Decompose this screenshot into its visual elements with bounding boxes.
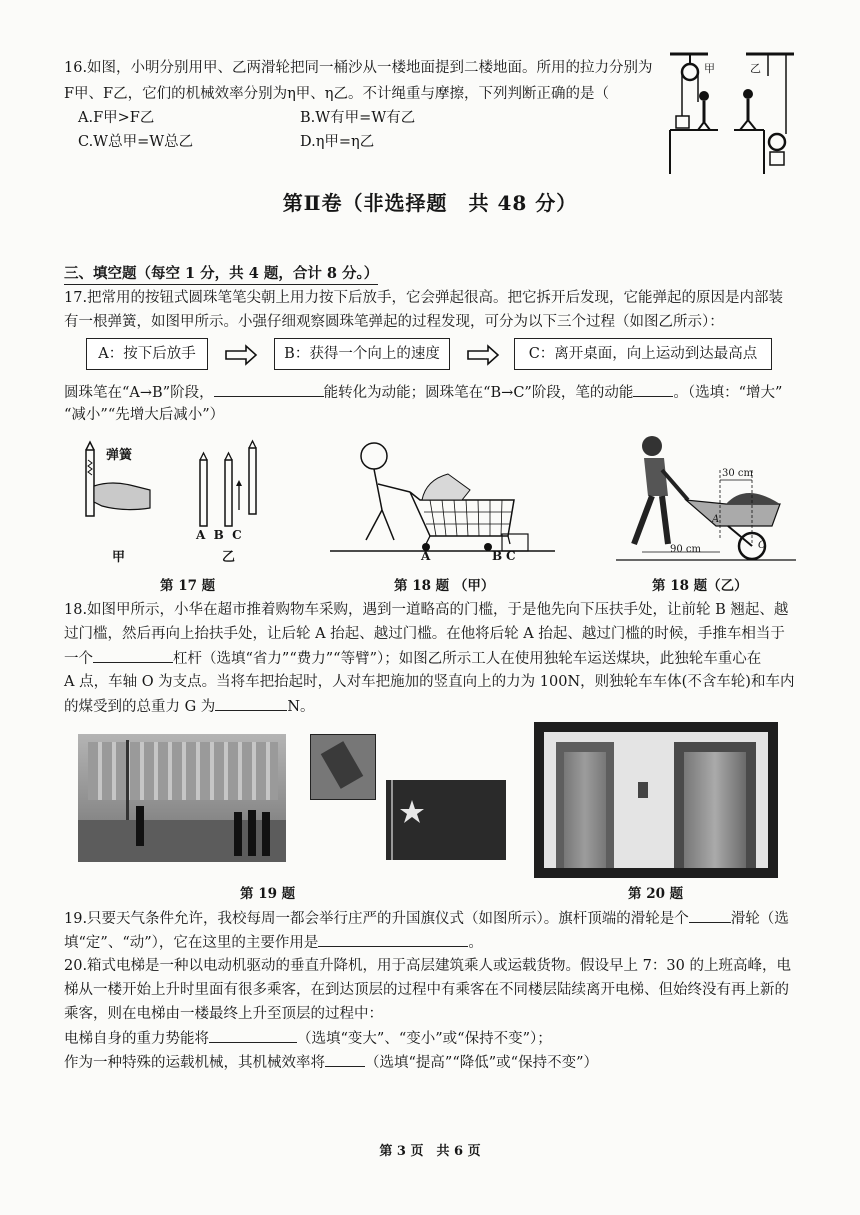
pen-spring-diagram [72, 440, 272, 570]
q18-dim-30: 30 cm [722, 468, 753, 479]
q17-line3-part-c: 。（选填：“增大” [673, 385, 783, 401]
q18-line5-part-a: 的煤受到的总重力 G 为 [64, 699, 216, 715]
shopping-cart-diagram [330, 440, 560, 565]
q17-line3-part-b: 能转化为动能；圆珠笔在“B→C”阶段，笔的动能 [323, 385, 634, 401]
q20-caption: 第 20 题 [628, 886, 684, 902]
q16-label-yi: 乙 [750, 62, 761, 75]
q19-photo-pulley [310, 734, 376, 800]
q16-option-a: A.F甲>F乙 [78, 110, 155, 126]
q18-line4: A 点，车轴 O 为支点。当将车把抬起时，人对车把施加的竖直向上的力为 100N，则独轮车车体(不含车轮)和车内 [64, 674, 795, 690]
q17-line3-part-a: 圆珠笔在“A→B”阶段， [64, 385, 214, 401]
q17-blank-2[interactable] [633, 382, 673, 397]
q18-dim-90: 90 cm [670, 544, 701, 555]
q19-photo-flag [386, 780, 506, 860]
q20-blank-1[interactable] [209, 1028, 297, 1043]
q18-label-o: O [758, 540, 767, 551]
q19-line1-part-a: 19.只要天气条件允许，我校每周一都会举行庄严的升国旗仪式（如图所示）。旗杆顶端的滑轮是个 [64, 911, 689, 927]
q20-line3: 乘客，则在电梯由一楼最终上升至顶层的过程中： [64, 1006, 383, 1022]
q20-line4 [64, 1028, 804, 1049]
q16-label-jia: 甲 [704, 62, 715, 75]
q19-line2-part-b: 。 [468, 935, 483, 951]
q18-fig-a: A [421, 549, 431, 563]
page-footer: 第 3 页 共 6 页 [379, 1144, 481, 1159]
q18-figure-jia [330, 440, 560, 565]
q19-line1-part-b: 滑轮（选 [730, 911, 789, 927]
q18-line3-part-a: 一个 [64, 651, 93, 667]
q16-pulley-figure [668, 50, 798, 176]
q17-line1: 17.把常用的按钮式圆珠笔笔尖朝上用力按下后放手，它会弹起很高。把它拆开后发现，它能弹起的原因是内部装 [64, 290, 784, 306]
q20-line5-part-a: 作为一种特殊的运载机械，其机械效率将 [64, 1055, 325, 1071]
q17-box-b: B：获得一个向上的速度 [274, 338, 450, 370]
q18-caption-yi: 第 18 题（乙） [652, 578, 748, 594]
q18-line5-part-b: N。 [287, 699, 315, 715]
wheelbarrow-diagram [616, 430, 800, 570]
q20-line1: 20.箱式电梯是一种以电动机驱动的垂直升降机，用于高层建筑乘人或运载货物。假设早上 7：30 的上班高峰，电 [64, 958, 791, 974]
q17-caption: 第 17 题 [160, 578, 216, 594]
q17-fig-jia-label: 甲 [112, 550, 126, 565]
q18-line3-part-b: 杠杆（选填“省力”“费力”“等臂”）；如图乙所示工人在使用独轮车运送煤块，此独轮车重心在 [173, 651, 762, 667]
q17-line2: 有一根弹簧，如图甲所示。小强仔细观察圆珠笔弹起的过程发现，可分为以下三个过程（如图乙所示）： [64, 314, 724, 330]
q20-blank-2[interactable] [325, 1052, 365, 1067]
q18-blank-2[interactable] [215, 696, 287, 711]
q18-fig-b: B [492, 549, 503, 563]
q20-line4-part-a: 电梯自身的重力势能将 [64, 1031, 209, 1047]
q20-line5 [64, 1052, 804, 1073]
q18-line1: 18.如图甲所示，小华在超市推着购物车采购，遇到一道略高的门槛，于是他先向下压扶手处，让前轮 B 翘起、越 [64, 602, 789, 618]
q17-fig-yi-label: 乙 [222, 550, 236, 565]
q17-box-a: A：按下后放手 [86, 338, 208, 370]
q19-blank-1[interactable] [689, 908, 731, 923]
q16-line2: F甲、F乙，它们的机械效率分别为η甲、η乙。不计绳重与摩擦，下列判断正确的是（ [64, 86, 609, 102]
q19-line2-part-a: 填“定”、“动”），它在这里的主要作用是 [64, 935, 319, 951]
q16-option-b: B.W有甲=W有乙 [300, 110, 416, 126]
q18-blank-1[interactable] [93, 648, 173, 663]
q18-label-a: A [712, 514, 720, 525]
q20-line2: 梯从一楼开始上升时里面有很多乘客，在到达顶层的过程中有乘客在不同楼层陆续离开电梯、但始终没有再上新的 [64, 982, 789, 998]
q18-line3 [64, 648, 804, 669]
q19-caption: 第 19 题 [240, 886, 296, 902]
q17-line3 [64, 382, 804, 403]
q16-option-d: D.η甲=η乙 [300, 134, 375, 150]
q17-line4: “减小”“先增大后减小”） [64, 407, 225, 423]
q16-line1: 16.如图，小明分别用甲、乙两滑轮把同一桶沙从一楼地面提到二楼地面。所用的拉力分别为 [64, 60, 653, 76]
q19-blank-2[interactable] [318, 932, 468, 947]
q19-line1 [64, 908, 804, 929]
q16-option-c: C.W总甲=W总乙 [78, 134, 194, 150]
star-icon [386, 780, 506, 860]
q17-blank-1[interactable] [214, 382, 324, 397]
q18-fig-c: C [506, 549, 516, 563]
q17-fig-abc-label: A B C [196, 528, 242, 542]
q18-line5 [64, 696, 804, 717]
q18-figure-yi [616, 430, 800, 570]
q20-photo-elevators [534, 722, 778, 878]
q17-box-c: C：离开桌面，向上运动到达最高点 [514, 338, 772, 370]
part2-title: 第Ⅱ卷（非选择题 共 48 分） [282, 191, 578, 215]
q20-line5-part-b: （选填“提高”“降低”或“保持不变”） [365, 1055, 598, 1071]
pulley-diagram [668, 50, 798, 176]
q19-line2 [64, 932, 804, 953]
q20-line4-part-b: （选填“变大”、“变小”或“保持不变”）； [297, 1031, 552, 1047]
q18-caption-jia: 第 18 题 （甲） [394, 578, 495, 594]
arrow-right-icon [466, 344, 500, 366]
arrow-right-icon [224, 344, 258, 366]
section3-heading: 三、填空题（每空 1 分，共 4 题，合计 8 分。） [64, 262, 378, 285]
q18-line2: 过门槛，然后再向上抬扶手处，让后轮 A 抬起、越过门槛。在他将后轮 A 抬起、越过门槛的时候，手推车相当于 [64, 626, 785, 642]
q19-photo-ceremony [78, 734, 286, 862]
q17-figure [72, 440, 272, 570]
q17-fig-spring-label: 弹簧 [106, 448, 133, 463]
